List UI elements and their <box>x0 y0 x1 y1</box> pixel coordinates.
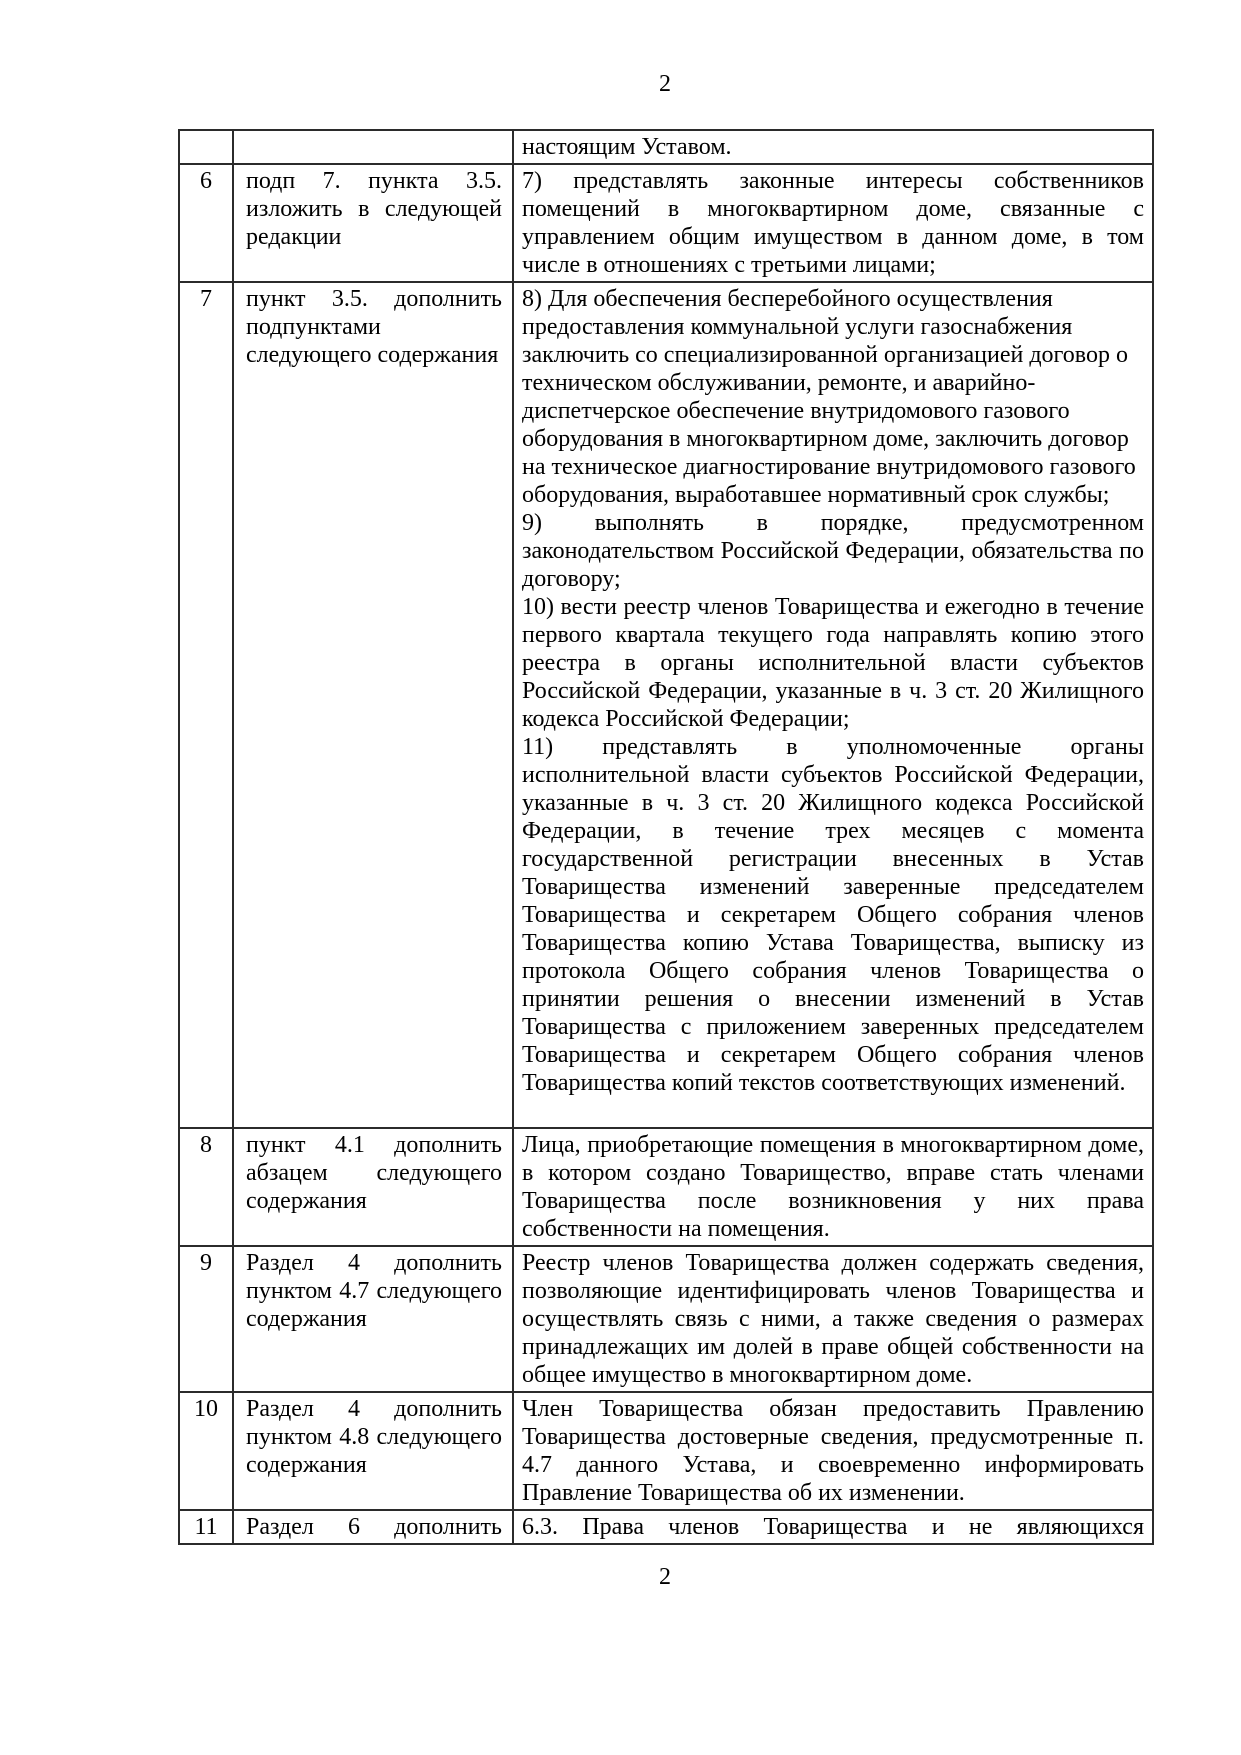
paragraph: Лица, приобретающие помещения в многоквартирном доме, в котором создано Товарищество, вправе стать членами Товарищества после возникновения у них права собственности на помещения. <box>522 1132 1144 1242</box>
paragraph: 8) Для обеспечения бесперебойного осуществления предоставления коммунальной услуги газоснабжения заключить со специализированной организацией договор о техническом обслуживании, ремонте, и аварийно-диспетчерское обеспечение внутридомового газового оборудования в многоквартирном доме, заключить договор на техническое диагностирование внутридомового газового оборудования, выработавшее нормативный срок службы; <box>522 286 1136 508</box>
row-7-content <box>513 282 1153 1128</box>
row-carryover-number <box>179 130 233 164</box>
row-10-number: 10 <box>179 1392 233 1510</box>
paragraph: 9) выполнять в порядке, предусмотренном законодательством Российской Федерации, обязательства по договору; <box>522 510 1144 592</box>
row-carryover-action <box>233 130 513 164</box>
row-9-number: 9 <box>179 1246 233 1392</box>
row-9-action: Раздел 4 дополнить пунктом 4.7 следующего содержания <box>233 1246 513 1392</box>
amendments-table <box>178 129 1154 1545</box>
row-6-number: 6 <box>179 164 233 282</box>
paragraph: 6.3. Права членов Товарищества и не являющихся <box>522 1514 1144 1540</box>
table-row-carryover <box>179 130 1153 164</box>
row-11-number: 11 <box>179 1510 233 1544</box>
row-6-action: подп 7. пункта 3.5. изложить в следующей редакции <box>233 164 513 282</box>
paragraph: 7) представлять законные интересы собственников помещений в многоквартирном доме, связанные с управлением общим имуществом в данном доме, в том числе в отношениях с третьими лицами; <box>522 168 1144 278</box>
paragraph: 11) представлять в уполномоченные органы исполнительной власти субъектов Российской Федерации, указанные в ч. 3 ст. 20 Жилищного кодекса Российской Федерации, в течение трех месяцев с момента государственной регистрации внесенных в Устав Товарищества изменений заверенные председателем Товарищества и секретарем Общего собрания членов Товарищества копию Устава Товарищества, выписку из протокола Общего собрания членов Товарищества о принятии решения о внесении изменений в Устав Товарищества с приложением заверенных председателем Товарищества и секретарем Общего собрания членов Товарищества копий текстов соответствующих изменений. <box>522 734 1144 1096</box>
table-row-6 <box>179 164 1153 282</box>
table-row-10 <box>179 1392 1153 1510</box>
paragraph: настоящим Уставом. <box>522 134 732 160</box>
row-11-action: Раздел 6 дополнить <box>233 1510 513 1544</box>
row-11-content <box>513 1510 1153 1544</box>
row-6-content <box>513 164 1153 282</box>
paragraph: Реестр членов Товарищества должен содержать сведения, позволяющие идентифицировать членов Товарищества и осуществлять связь с ними, а также сведения о размерах принадлежащих им долей в праве общей собственности на общее имущество в многоквартирном доме. <box>522 1250 1144 1388</box>
row-8-action: пункт 4.1 дополнить абзацем следующего содержания <box>233 1128 513 1246</box>
row-8-number: 8 <box>179 1128 233 1246</box>
row-7-number: 7 <box>179 282 233 1128</box>
page-number-bottom: 2 <box>659 1564 671 1590</box>
row-8-content <box>513 1128 1153 1246</box>
paragraph: Член Товарищества обязан предоставить Правлению Товарищества достоверные сведения, предусмотренные п. 4.7 данного Устава, и своевременно информировать Правление Товарищества об их изменении. <box>522 1396 1144 1506</box>
row-7-action: пункт 3.5. дополнить подпунктами следующего содержания <box>233 282 513 1128</box>
row-10-action: Раздел 4 дополнить пунктом 4.8 следующего содержания <box>233 1392 513 1510</box>
paragraph: 10) вести реестр членов Товарищества и ежегодно в течение первого квартала текущего года направлять копию этого реестра в органы исполнительной власти субъектов Российской Федерации, указанные в ч. 3 ст. 20 Жилищного кодекса Российской Федерации; <box>522 594 1144 732</box>
page-number-top: 2 <box>659 71 671 97</box>
table-row-9 <box>179 1246 1153 1392</box>
row-carryover-content <box>513 130 1153 164</box>
row-9-content <box>513 1246 1153 1392</box>
table-row-8 <box>179 1128 1153 1246</box>
table-row-7 <box>179 282 1153 1128</box>
top-margin <box>0 0 1241 70</box>
table-row-11 <box>179 1510 1153 1544</box>
row-10-content <box>513 1392 1153 1510</box>
